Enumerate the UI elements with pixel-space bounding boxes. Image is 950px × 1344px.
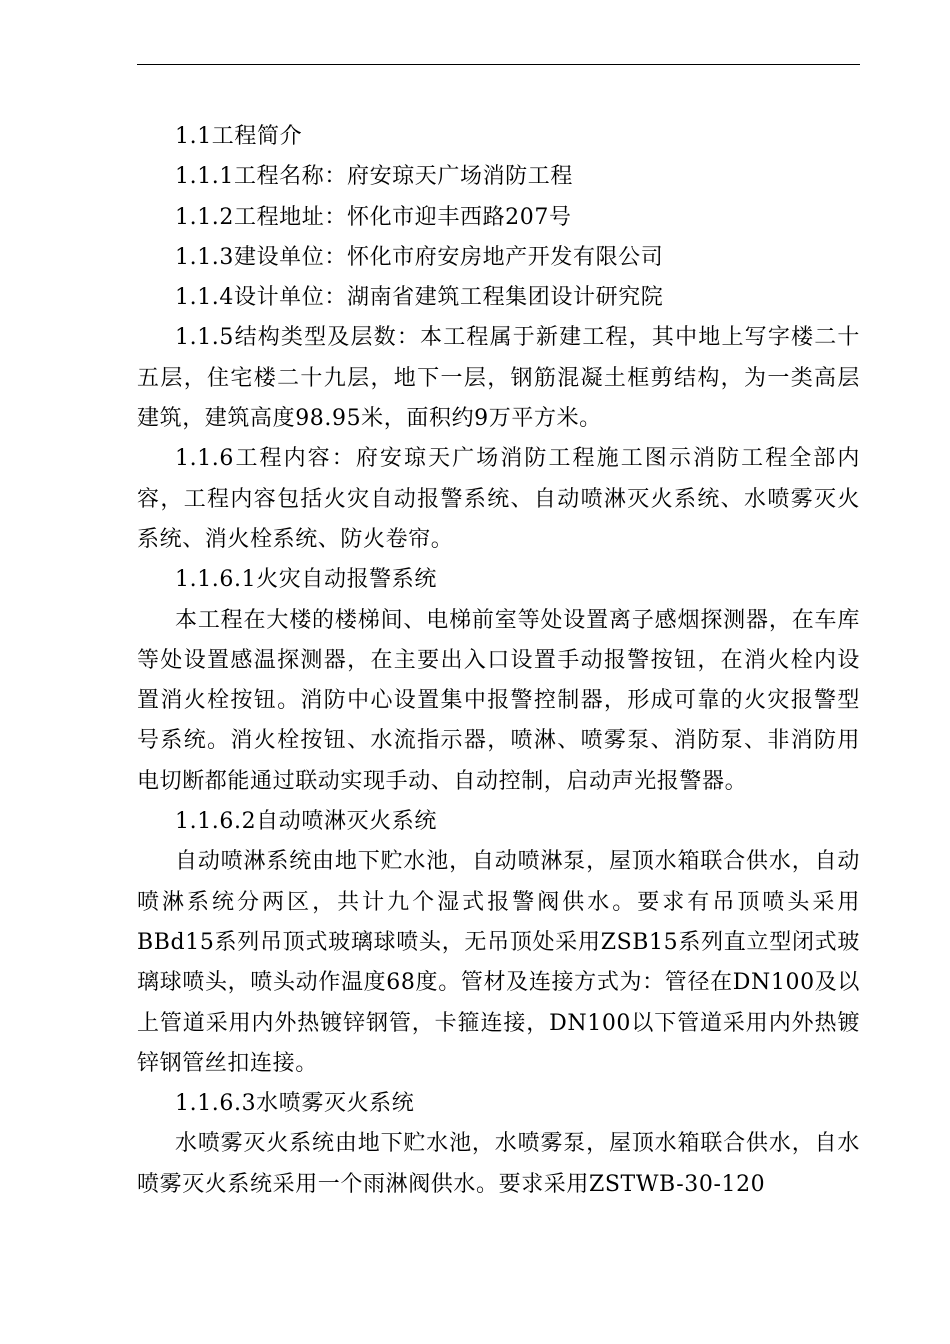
project-address: 1.1.2工程地址：怀化市迎丰西路207号 (175, 204, 572, 230)
section-heading-1-1: 1.1工程简介 (175, 124, 303, 149)
structure-type-paragraph: 1.1.5结构类型及层数：本工程属于新建工程，其中地上写字楼二十五层，住宅楼二十九层，地下一层，钢筋混凝土框剪结构，为一类高层建筑，建筑高度98.95米，面积约9万平方米。 (137, 325, 860, 432)
sprinkler-paragraph: 自动喷淋系统由地下贮水池，自动喷淋泵，屋顶水箱联合供水，自动喷淋系统分两区，共计九个湿式报警阀供水。要求有吊顶喷头采用BBd15系列吊顶式玻璃球喷头，无吊顶处采用ZSB15系列直立型闭式玻璃球喷头，喷头动作温度68度。管材及连接方式为：管径在DN100及以上管道采用内外热镀锌钢管，卡箍连接，DN100以下管道采用内外热镀锌钢管丝扣连接。 (137, 849, 860, 1076)
construction-unit: 1.1.3建设单位：怀化市府安房地产开发有限公司 (175, 244, 664, 270)
design-unit: 1.1.4设计单位：湖南省建筑工程集团设计研究院 (175, 285, 664, 311)
fire-alarm-paragraph: 本工程在大楼的楼梯间、电梯前室等处设置离子感烟探测器，在车库等处设置感温探测器，在主要出入口设置手动报警按钮，在消火栓内设置消火栓按钮。消防中心设置集中报警控制器，形成可靠的火灾报警型号系统。消火栓按钮、水流指示器，喷淋、喷雾泵、消防泵、非消防用电切断都能通过联动实现手动、自动控制，启动声光报警器。 (137, 607, 860, 794)
section-heading-water-spray: 1.1.6.3水喷雾灭火系统 (175, 1091, 415, 1117)
header-rule (137, 64, 860, 65)
project-name: 1.1.1工程名称：府安琼天广场消防工程 (175, 164, 573, 190)
project-content-paragraph: 1.1.6工程内容：府安琼天广场消防工程施工图示消防工程全部内容，工程内容包括火灾自动报警系统、自动喷淋灭火系统、水喷雾灭火系统、消火栓系统、防火卷帘。 (137, 446, 860, 552)
water-spray-paragraph: 水喷雾灭火系统由地下贮水池，水喷雾泵，屋顶水箱联合供水，自水喷雾灭火系统采用一个雨淋阀供水。要求采用ZSTWB-30-120 (137, 1131, 860, 1197)
section-heading-fire-alarm: 1.1.6.1火灾自动报警系统 (175, 567, 437, 593)
section-heading-sprinkler: 1.1.6.2自动喷淋灭火系统 (175, 809, 437, 835)
document-body (137, 117, 860, 1205)
